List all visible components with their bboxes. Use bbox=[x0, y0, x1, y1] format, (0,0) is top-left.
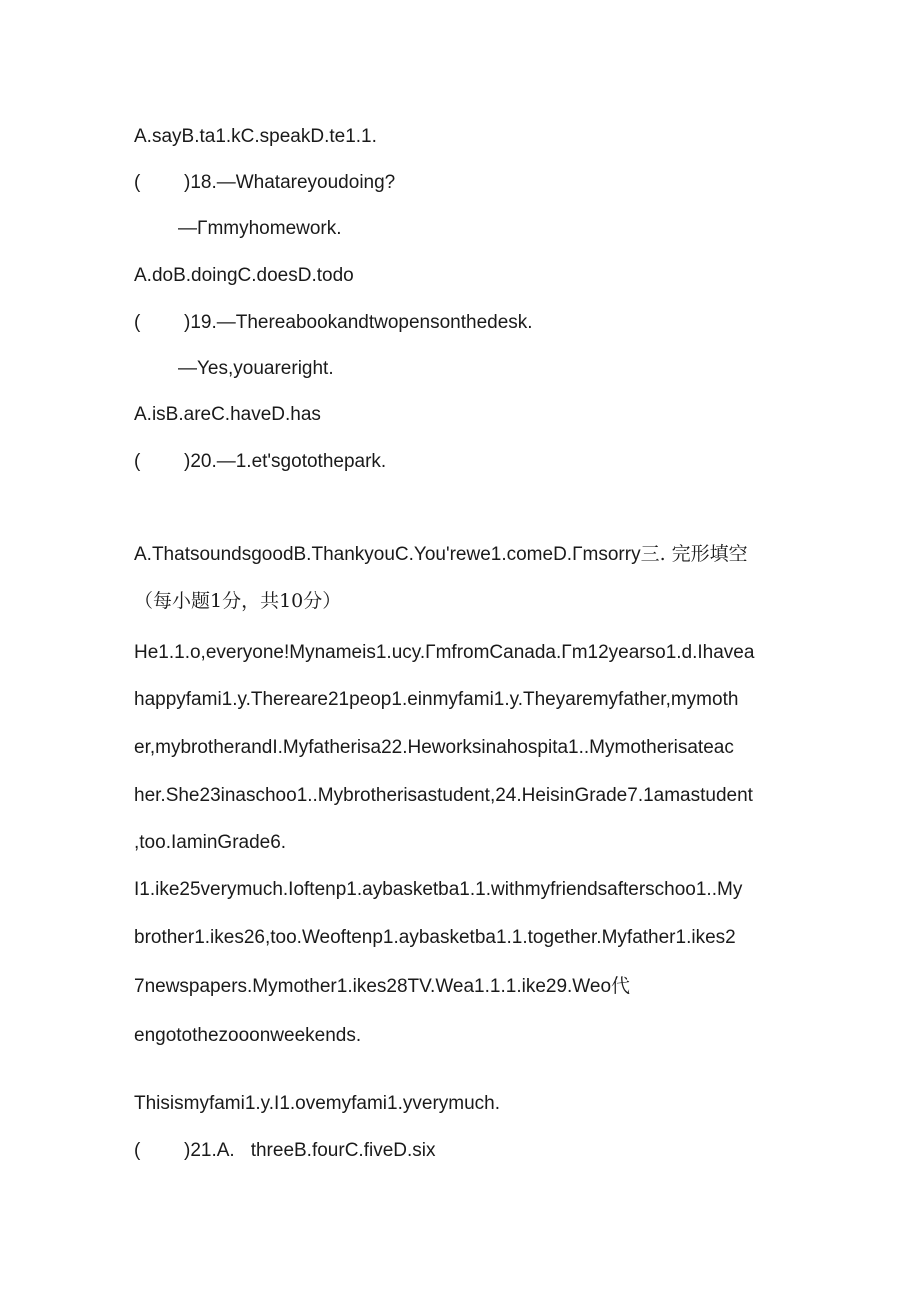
passage-line-8-text: 7newspapers.Mymother1.ikes28TV.Wea1.1.1.ike29.Weo bbox=[134, 976, 612, 997]
passage-line-8-cjk: 代 bbox=[611, 975, 631, 997]
q20-text: )20.—1.et'sgotothepark. bbox=[184, 451, 387, 472]
passage-line-4: her.She23inaschoo1..Mybrotherisastudent,24.HeisinGrade7.1amastudent bbox=[134, 785, 753, 806]
passage-line-1: He1.1.o,everyone!Mynameis1.ucy.ΓmfromCanada.Γm12yearso1.d.Ihavea bbox=[134, 642, 755, 663]
passage-line-2: happyfami1.y.Thereare21peop1.einmyfami1.y.Theyaremyfather,mymoth bbox=[134, 689, 739, 710]
q21-number: )21.A. bbox=[184, 1140, 235, 1161]
q20-options: A.ThatsoundsgoodB.ThankyouC.You'rewe1.comeD.Γmsorry bbox=[134, 544, 641, 565]
q18-text: )18.—Whatareyoudoing? bbox=[184, 172, 396, 193]
passage-line-9: engotothezooonweekends. bbox=[134, 1025, 362, 1046]
q20-paren: ( bbox=[134, 451, 141, 472]
passage-line-3: er,mybrotherandI.Myfatherisa22.Heworksinahospita1..Mymotherisateac bbox=[134, 737, 734, 758]
q21-paren: ( bbox=[134, 1140, 141, 1161]
passage-line-8 bbox=[134, 973, 630, 1000]
q21-question bbox=[134, 1138, 436, 1164]
passage-line-5: ,too.IaminGrade6. bbox=[134, 832, 287, 853]
q20-question bbox=[134, 449, 386, 475]
section-title: 三. 完形填空 bbox=[640, 543, 748, 565]
passage-line-10: Thisismyfami1.y.I1.ovemyfami1.yverymuch. bbox=[134, 1093, 501, 1114]
q18-options: A.doB.doingC.doesD.todo bbox=[134, 265, 354, 286]
q20-options-and-section-title bbox=[134, 541, 748, 568]
section-score: （每小题1分，共10分） bbox=[134, 590, 342, 612]
passage-line-6: I1.ike25verymuch.Ioftenp1.aybasketba1.1.withmyfriendsafterschoo1..My bbox=[134, 879, 743, 900]
q21-options: threeB.fourC.fiveD.six bbox=[250, 1140, 436, 1161]
q19-question bbox=[134, 310, 533, 336]
q18-answer: —Γmmyhomework. bbox=[178, 218, 342, 239]
passage-line-7: brother1.ikes26,too.Weoftenp1.aybasketba1.1.together.Myfather1.ikes2 bbox=[134, 927, 736, 948]
q19-answer: —Yes,youareright. bbox=[178, 358, 334, 379]
q19-text: )19.—Thereabookandtwopensonthedesk. bbox=[184, 312, 533, 333]
q17-options: A.sayB.ta1.kC.speakD.te1.1. bbox=[134, 126, 377, 147]
q19-paren: ( bbox=[134, 312, 141, 333]
q19-options: A.isB.areC.haveD.has bbox=[134, 404, 321, 425]
q18-question bbox=[134, 170, 395, 196]
q18-paren: ( bbox=[134, 172, 141, 193]
